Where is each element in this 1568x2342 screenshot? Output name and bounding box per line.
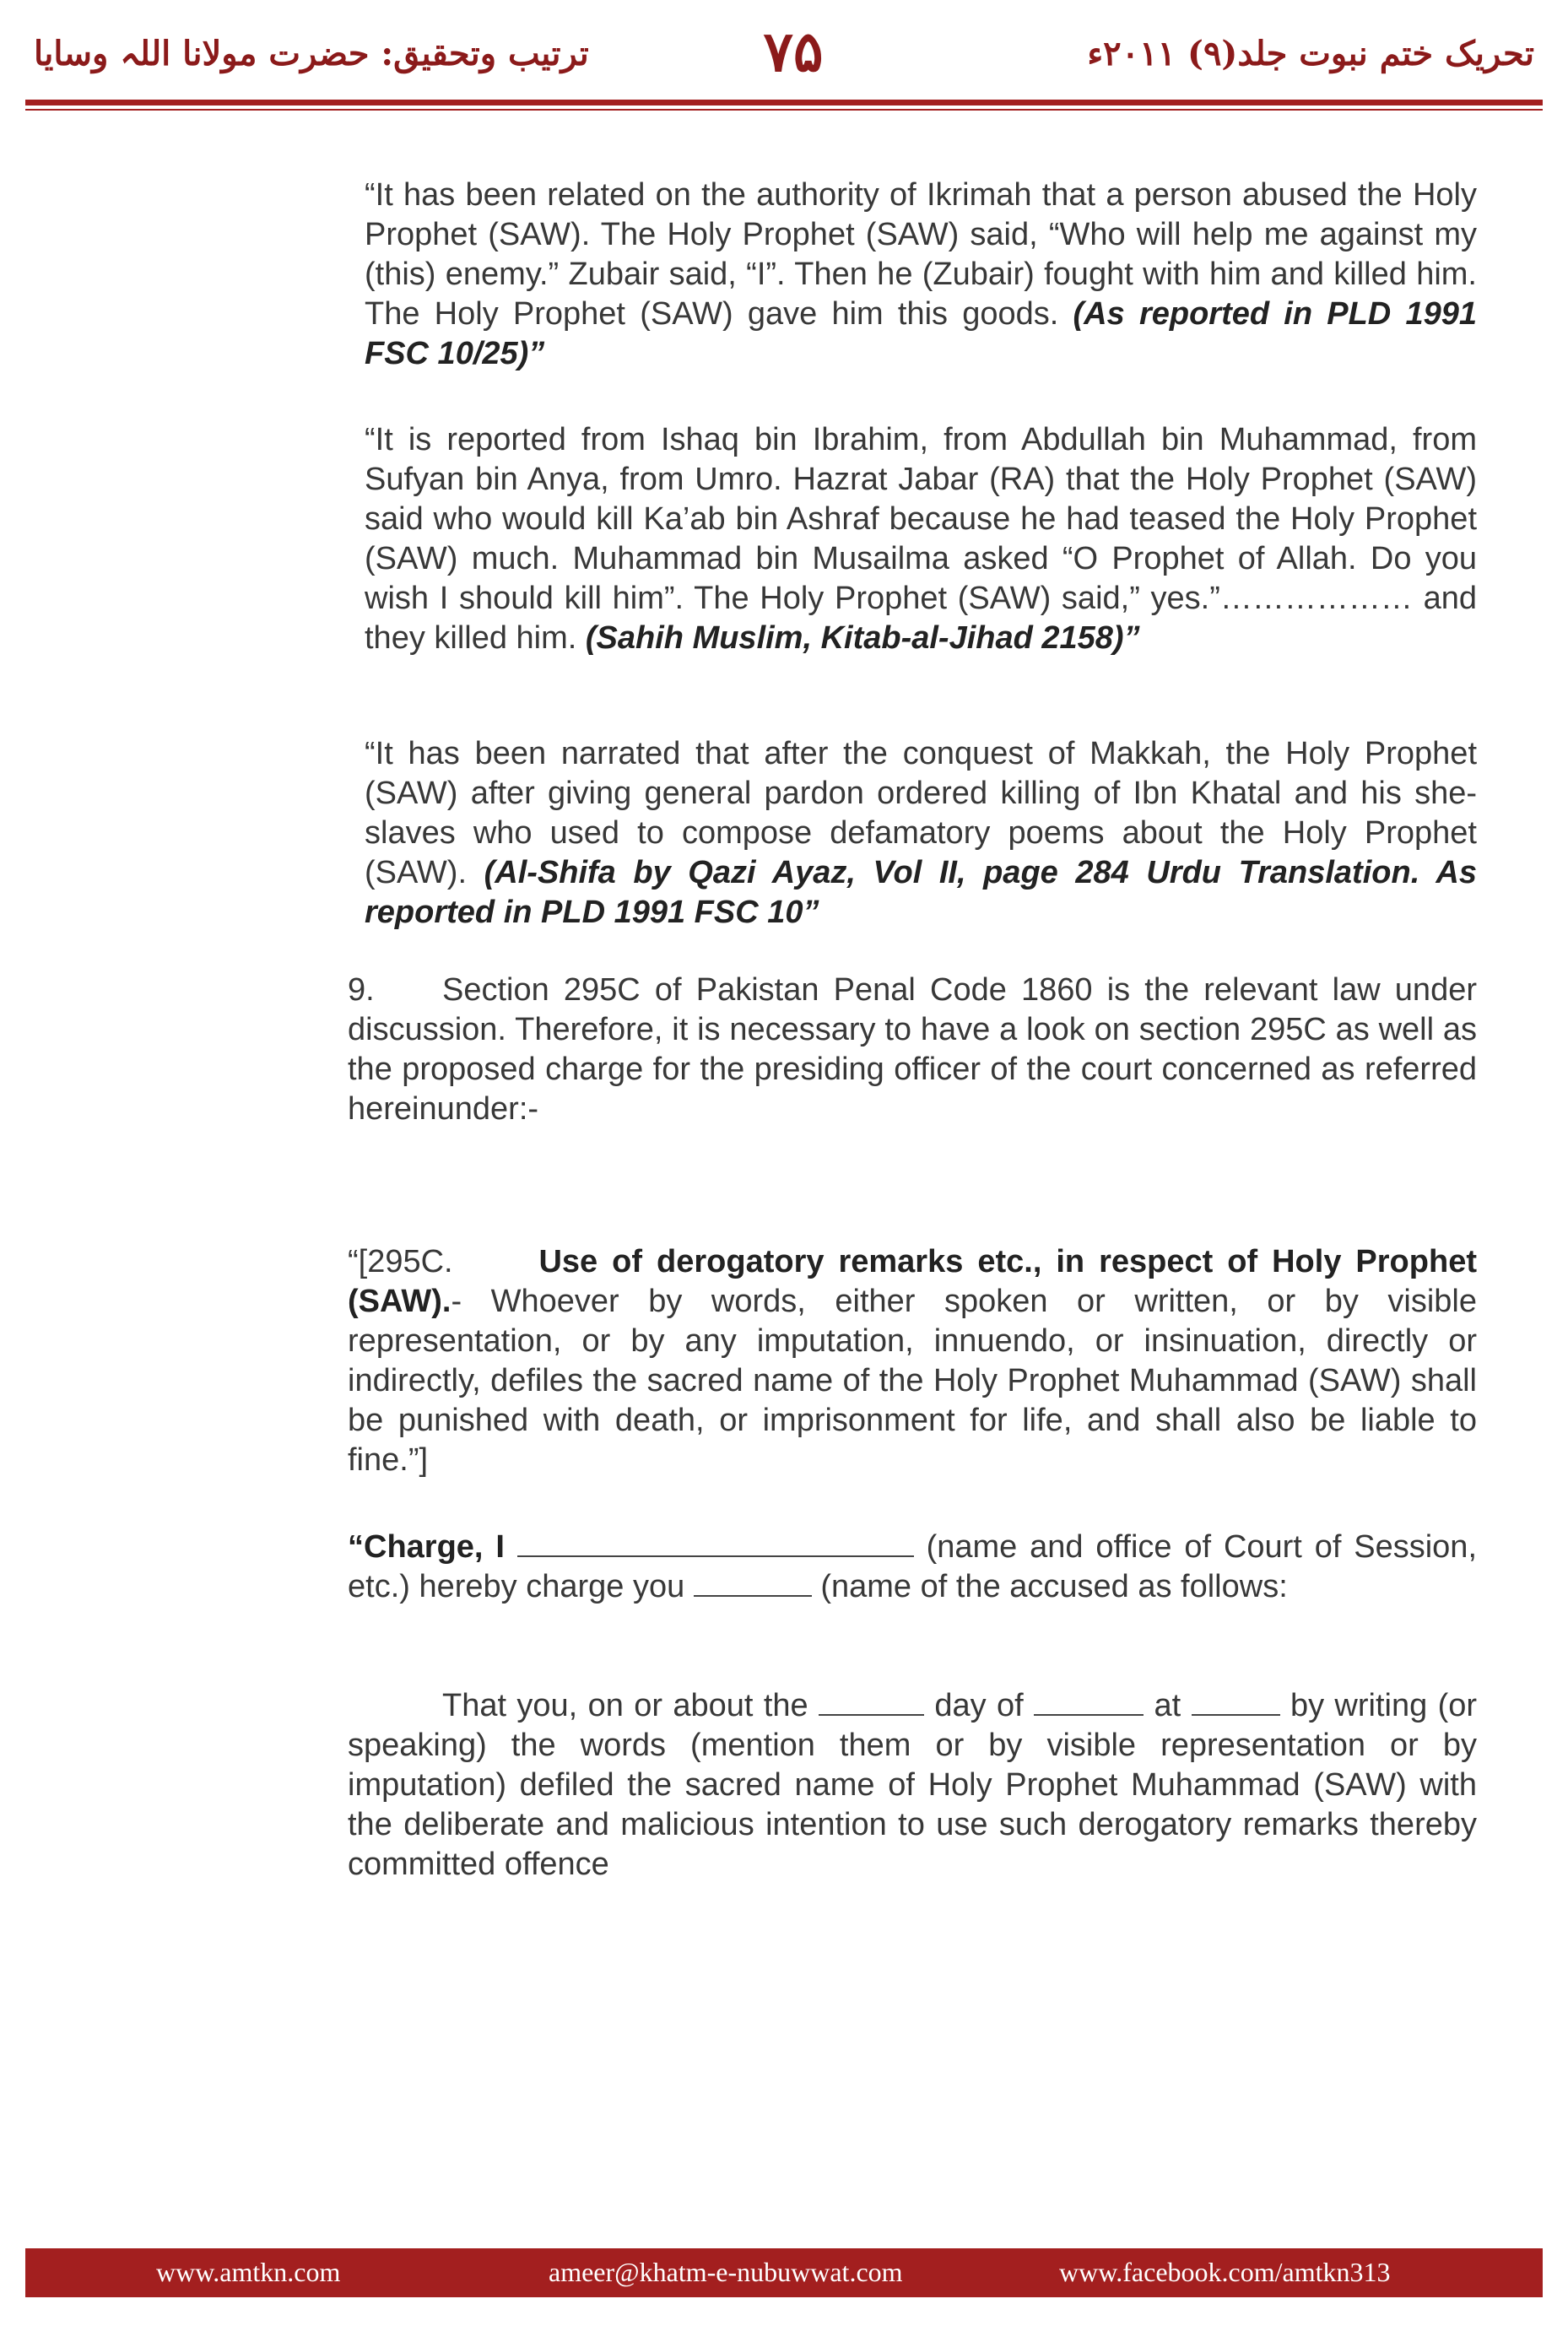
page-header bbox=[0, 0, 1568, 114]
header-rule-thin bbox=[25, 109, 1543, 111]
blank-accused-name bbox=[694, 1570, 812, 1597]
section-295c-quote bbox=[348, 1242, 1477, 1480]
paragraph-9 bbox=[348, 971, 1477, 1129]
charge-lead: “Charge, I bbox=[348, 1529, 505, 1565]
paragraph-text: Section 295C of Pakistan Penal Code 1860 is the relevant law under discussion. Therefore, it is necessary to have a look on section 295C as well as the proposed charge for the presiding officer of the court concerned as referred hereinunder:- bbox=[348, 972, 1477, 1127]
quote-text: “It is reported from Ishaq bin Ibrahim, from Abdullah bin Muhammad, from Sufyan bin Anya, from Umro. Hazrat Jabar (RA) that the Holy Prophet (SAW) said who would kill Ka’ab bin Ashraf because he had teased the Holy Prophet (SAW) much. Muhammad bin Musailma asked “O Prophet of Allah. Do you wish I should kill him”. The Holy Prophet (SAW) said,” yes.”……………… and they killed him. bbox=[365, 422, 1477, 656]
section-label: “[295C. bbox=[348, 1244, 453, 1279]
blank-place bbox=[1192, 1689, 1280, 1716]
header-rule-thick bbox=[25, 100, 1543, 105]
charge-body-part2: day of bbox=[934, 1688, 1024, 1723]
charge-body-part3: at bbox=[1154, 1688, 1181, 1723]
quote-reference: (Sahih Muslim, Kitab-al-Jihad 2158)” bbox=[585, 620, 1140, 656]
header-book-title: تحریک ختم نبوت جلد(۹) ۲۰۱۱ء bbox=[1087, 34, 1534, 73]
charge-text-1: (name and office of Court of Session, etc.) hereby charge you bbox=[348, 1529, 1477, 1604]
quote-text: “It has been narrated that after the conquest of Makkah, the Holy Prophet (SAW) after giving general pardon ordered killing of Ibn Khatal and his she-slaves who used to compose defamatory poems about the Holy Prophet (SAW). bbox=[365, 736, 1477, 890]
quote-reference: (As reported in PLD 1991 FSC 10/25)” bbox=[365, 296, 1477, 371]
quote-ikrimah bbox=[365, 176, 1477, 374]
quote-reference: (Al-Shifa by Qazi Ayaz, Vol II, page 284 Urdu Translation. As reported in PLD 1991 FSC 10” bbox=[365, 855, 1477, 930]
blank-month bbox=[1034, 1689, 1144, 1716]
paragraph-number: 9. bbox=[348, 972, 375, 1008]
charge-body-part4: by writing (or speaking) the words (mention them or by visible representation or by imputation) defiled the sacred name of Holy Prophet Muhammad (SAW) with the deliberate and malicious intention to use such derogatory remarks thereby committed offence bbox=[348, 1688, 1478, 1882]
charge-body-part1: That you, on or about the bbox=[442, 1688, 808, 1723]
section-text: - Whoever by words, either spoken or written, or by visible representation, or by any imputation, innuendo, or insinuation, directly or indirectly, defiles the sacred name of the Holy Prophet Muhammad (SAW) shall be punished with death, or imprisonment for life, and shall also be liable to fine.”] bbox=[348, 1284, 1477, 1478]
page-number: ۷۵ bbox=[763, 19, 824, 84]
header-compiler-credit: ترتیب وتحقیق: حضرت مولانا اللہ وسایا bbox=[34, 34, 589, 73]
charge-text-2: (name of the accused as follows: bbox=[820, 1569, 1288, 1604]
blank-court-name bbox=[517, 1530, 914, 1557]
charge-body bbox=[348, 1686, 1477, 1885]
quote-text: “It has been related on the authority of Ikrimah that a person abused the Holy Prophet (SAW). The Holy Prophet (SAW) said, “Who will help me against my (this) enemy.” Zubair said, “I”. Then he (Zubair) fought with him and killed him. The Holy Prophet (SAW) gave him this goods. bbox=[365, 177, 1477, 332]
footer-website-link[interactable]: www.amtkn.com bbox=[156, 2257, 341, 2287]
section-heading: Use of derogatory remarks etc., in respect of Holy Prophet (SAW). bbox=[348, 1244, 1477, 1319]
page-footer bbox=[25, 2248, 1543, 2297]
footer-facebook-link[interactable]: www.facebook.com/amtkn313 bbox=[1059, 2257, 1391, 2287]
blank-date bbox=[819, 1689, 924, 1716]
charge-paragraph bbox=[348, 1528, 1477, 1607]
quote-ishaq bbox=[365, 420, 1477, 658]
quote-conquest-makkah bbox=[365, 734, 1477, 933]
footer-email-link[interactable]: ameer@khatm-e-nubuwwat.com bbox=[549, 2257, 903, 2287]
